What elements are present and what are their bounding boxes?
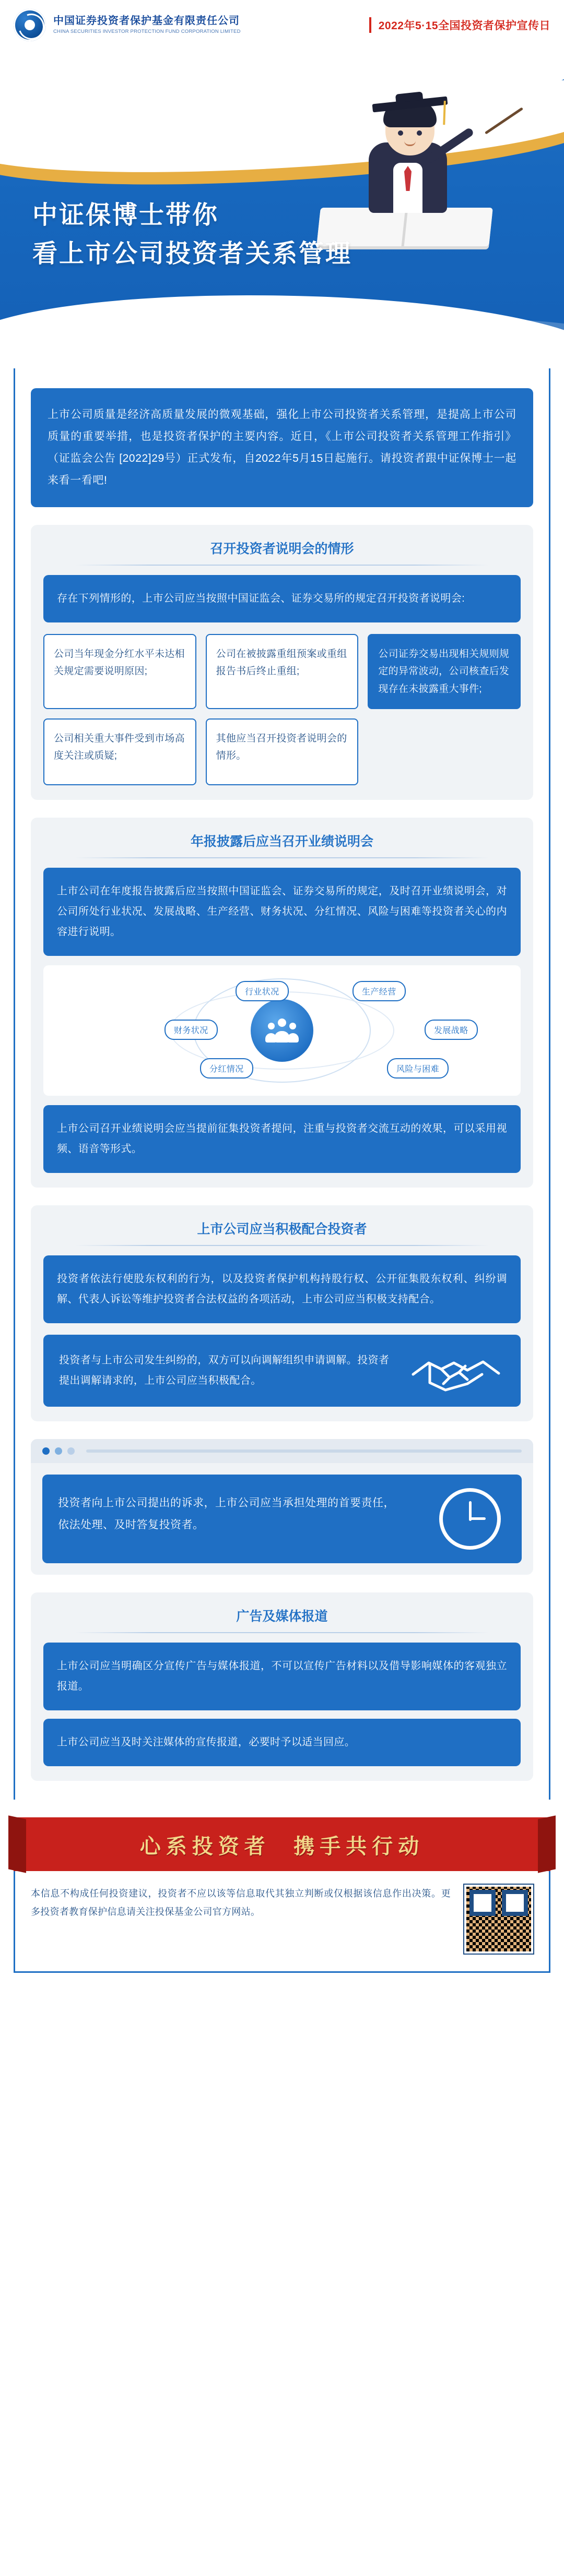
meeting-lead-text: 存在下列情形的，上市公司应当按照中国证监会、证券交易所的规定召开投资者说明会:	[43, 575, 521, 622]
annual-paragraph-2: 上市公司召开业绩说明会应当提前征集投资者提问，注重与投资者交流互动的效果，可以采用视频、语音等形式。	[43, 1105, 521, 1173]
intro-card: 上市公司质量是经济高质量发展的微观基础，强化上市公司投资者关系管理，是提高上市公司质量的重要举措，也是投资者保护的主要内容。近日，《上市公司投资者关系管理工作指引》（证监会公告 [2022]29号）正式发布，自2022年5月15日起施行。请投资者跟中证保博士一起来看一看吧!	[31, 388, 533, 507]
mascot-mouth	[404, 141, 416, 146]
mascot-tie	[404, 166, 412, 191]
content-frame	[14, 368, 550, 1800]
section-title-annual: 年报披露后应当召开业绩说明会	[31, 818, 533, 868]
diagram-tag: 财务状况	[164, 1020, 218, 1040]
meeting-item: 公司当年现金分红水平未达相关规定需要说明原因;	[43, 634, 196, 709]
diagram-tag: 生产经营	[352, 981, 406, 1001]
media-paragraph-2: 上市公司应当及时关注媒体的宣传报道，必要时予以适当回应。	[43, 1719, 521, 1766]
slogan-right: 携手共行动	[293, 1835, 425, 1858]
mascot-eye-right	[417, 130, 422, 136]
window-dot-2	[55, 1447, 62, 1455]
section-media	[31, 1592, 533, 1781]
section-title-meeting: 召开投资者说明会的情形	[31, 525, 533, 575]
diagram-tag: 分红情况	[200, 1058, 253, 1079]
org-name-cn: 中国证券投资者保护基金有限责任公司	[53, 15, 240, 27]
section-cooperate	[31, 1205, 533, 1421]
qr-code-icon[interactable]	[464, 1885, 533, 1954]
section-title-media: 广告及媒体报道	[31, 1592, 533, 1643]
meeting-item: 公司相关重大事件受到市场高度关注或质疑;	[43, 718, 196, 785]
diagram-tag: 行业状况	[236, 981, 289, 1001]
meeting-items-grid	[31, 622, 533, 785]
diagram-tag: 发展战略	[425, 1020, 478, 1040]
meeting-item: 公司证券交易出现相关规则规定的异常波动，公司核查后发现存在未披露重大事件;	[368, 634, 521, 709]
cooperate-highlight-text: 投资者与上市公司发生纠纷的，双方可以向调解组织申请调解。投资者提出调解请求的，上市公司应当积极配合。	[59, 1354, 390, 1386]
diagram-tag: 风险与困难	[387, 1058, 449, 1079]
mascot-head	[385, 103, 434, 155]
brand-logo	[14, 9, 241, 41]
investors-group-icon	[251, 999, 313, 1062]
section-response	[31, 1439, 533, 1575]
org-name-en: CHINA SECURITIES INVESTOR PROTECTION FUND CORPORATION LIMITED	[53, 29, 241, 35]
hero-title-line-2: 看上市公司投资者关系管理	[32, 240, 352, 268]
banner-ribbon-left	[8, 1815, 26, 1873]
header-right	[369, 17, 550, 33]
section-title-cooperate: 上市公司应当积极配合投资者	[31, 1205, 533, 1255]
banner-ribbon-right	[538, 1815, 556, 1873]
cooperate-highlight-card	[43, 1335, 521, 1407]
meeting-item: 公司在被披露重组预案或重组报告书后终止重组;	[206, 634, 359, 709]
meeting-item: 其他应当召开投资者说明会的情形。	[206, 718, 359, 785]
media-paragraph-1: 上市公司应当明确区分宣传广告与媒体报道，不可以宣传广告材料以及借导影响媒体的客观独立报道。	[43, 1643, 521, 1710]
clock-icon	[439, 1488, 501, 1550]
brand-text	[53, 15, 241, 35]
disclaimer-block	[14, 1871, 550, 1973]
mascot-eye-left	[398, 130, 403, 136]
hero-wave-bottom	[0, 284, 564, 368]
cap-tassel	[443, 101, 446, 125]
cooperate-paragraph-1: 投资者依法行使股东权利的行为，以及投资者保护机构持股行权、公开征集股东权利、纠纷调解、代表人诉讼等维护投资者合法权益的各项活动，上市公司应当积极支持配合。	[43, 1255, 521, 1323]
slogan-banner	[14, 1817, 550, 1871]
meeting-item-spacer	[368, 718, 521, 785]
hero-title-line-1: 中证保博士带你	[32, 201, 219, 229]
window-address-bar	[86, 1449, 522, 1453]
slogan-left: 心系投资者	[139, 1835, 271, 1858]
section-annual-results	[31, 818, 533, 1188]
response-card	[42, 1475, 522, 1563]
page-header	[0, 0, 564, 50]
hero-title	[32, 196, 352, 274]
section-investor-meeting	[31, 525, 533, 800]
mascot-shirt	[393, 163, 422, 213]
annual-paragraph-1: 上市公司在年度报告披露后应当按照中国证监会、证券交易所的规定，及时召开业绩说明会，对公司所处行业状况、发展战略、生产经营、财务状况、分红情况、风险与困难等投资者关心的内容进行说明。	[43, 868, 521, 956]
page-body	[0, 368, 564, 1983]
response-text: 投资者向上市公司提出的诉求，上市公司应当承担处理的首要责任，依法处理、及时答复投资者。	[58, 1496, 395, 1531]
browser-window-icon	[31, 1439, 533, 1463]
annual-topics-diagram	[43, 965, 521, 1096]
hero-banner	[0, 50, 564, 368]
csipf-logo-icon	[14, 9, 46, 41]
disclaimer-text: 本信息不构成任何投资建议，投资者不应以该等信息取代其独立判断或仅根据该信息作出决策。更多投资者教育保护信息请关注投保基金公司官方网站。	[31, 1888, 451, 1917]
handshake-icon	[409, 1342, 503, 1399]
window-dot-1	[42, 1447, 50, 1455]
campaign-badge: 2022年5·15全国投资者保护宣传日	[369, 17, 550, 33]
window-dot-3	[67, 1447, 75, 1455]
